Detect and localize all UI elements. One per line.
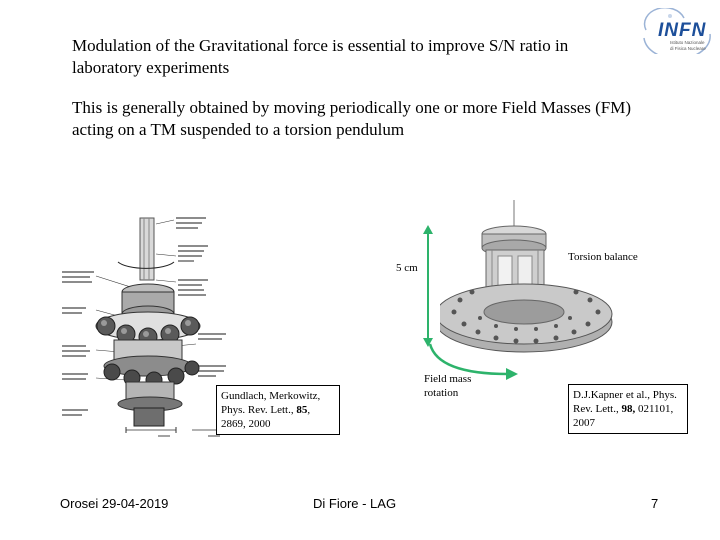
rotation-label-line2: rotation	[424, 387, 459, 399]
scale-arrow-drawing	[420, 225, 436, 347]
citation-gundlach	[216, 385, 340, 435]
citation-gundlach-volume: 85	[296, 404, 308, 416]
logo-subtitle-2: di Fisica Nucleare	[670, 46, 706, 51]
footer-author: Di Fiore - LAG	[313, 496, 397, 511]
torsion-balance-label: Torsion balance	[568, 251, 638, 263]
citation-kapner-volume: 98,	[621, 403, 636, 415]
logo-subtitle-1: Istituto Nazionale	[670, 40, 705, 45]
infn-logo	[640, 8, 716, 54]
footer-date-location: Orosei 29-04-2019	[60, 496, 169, 511]
scale-arrow	[420, 225, 436, 347]
rotation-label-line1: Field mass	[424, 373, 472, 385]
scale-label: 5 cm	[396, 262, 418, 274]
citation-gundlach-tail: , 2869, 2000	[221, 404, 311, 430]
citation-kapner	[568, 384, 688, 434]
citation-kapner-suffix: 021101, 2007	[573, 403, 674, 429]
logo-name: INFN	[658, 20, 707, 41]
citation-kapner-prefix: D.J.Kapner et al., Phys. Rev. Lett.,	[573, 389, 677, 415]
intro-paragraph: Modulation of the Gravitational force is essential to improve S/N ratio in laboratory experiments	[72, 36, 569, 77]
rotation-label	[424, 372, 471, 400]
citation-gundlach-prefix: Gundlach, Merkowitz, Phys. Rev. Lett.,	[221, 390, 321, 416]
page-number: 7	[651, 496, 659, 511]
method-paragraph: This is generally obtained by moving periodically one or more Field Masses (FM) acting on a TM suspended to a torsion pendulum	[72, 98, 632, 139]
